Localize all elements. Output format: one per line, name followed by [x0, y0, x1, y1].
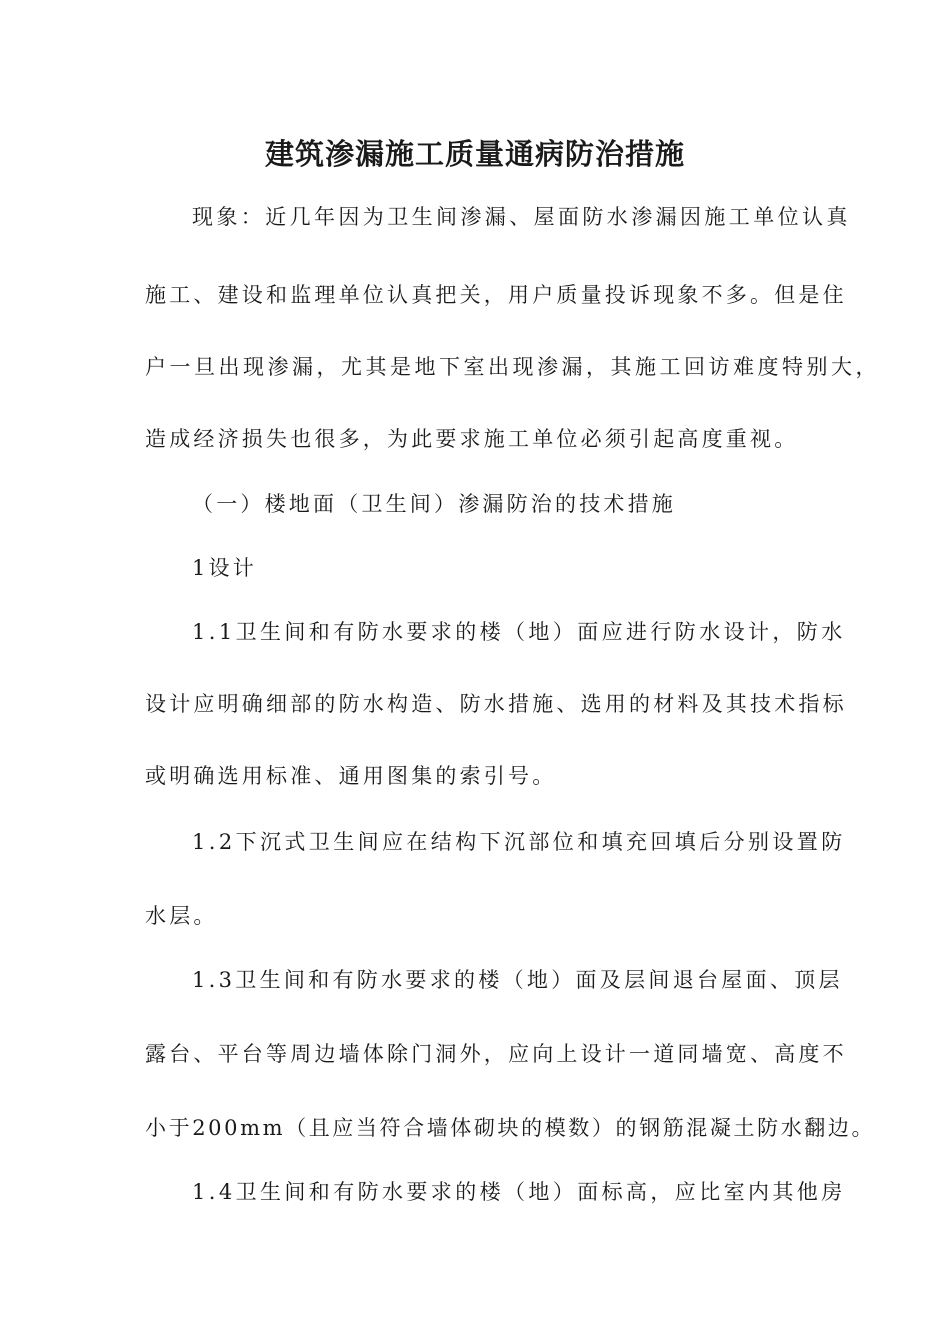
paragraph-line: 设计应明确细部的防水构造、防水措施、选用的材料及其技术指标 [145, 692, 847, 716]
paragraph-line: 户一旦出现渗漏，尤其是地下室出现渗漏，其施工回访难度特别大， [145, 355, 880, 379]
paragraph-line: 1.1卫生间和有防水要求的楼（地）面应进行防水设计，防水 [192, 620, 846, 644]
paragraph-line: 露台、平台等周边墙体除门洞外，应向上设计一道同墙宽、高度不 [145, 1042, 847, 1066]
paragraph-line: 1.2下沉式卫生间应在结构下沉部位和填充回填后分别设置防 [192, 830, 846, 854]
paragraph-line: 1.3卫生间和有防水要求的楼（地）面及层间退台屋面、顶层 [192, 968, 843, 992]
paragraph-line: 或明确选用标准、通用图集的索引号。 [145, 764, 557, 788]
paragraph-line: 水层。 [145, 904, 218, 928]
paragraph-line: 施工、建设和监理单位认真把关，用户质量投诉现象不多。但是住 [145, 283, 847, 307]
paragraph-line: 小于200mm（且应当符合墙体砌块的模数）的钢筋混凝土防水翻边。 [145, 1116, 876, 1140]
subsection-heading: 1设计 [192, 556, 257, 580]
paragraph-line: 造成经济损失也很多，为此要求施工单位必须引起高度重视。 [145, 427, 799, 451]
section-heading: （一）楼地面（卫生间）渗漏防治的技术措施 [192, 492, 676, 516]
document-title: 建筑渗漏施工质量通病防治措施 [264, 137, 685, 171]
paragraph-line: 现象：近几年因为卫生间渗漏、屋面防水渗漏因施工单位认真 [192, 205, 851, 229]
paragraph-line: 1.4卫生间和有防水要求的楼（地）面标高，应比室内其他房 [192, 1180, 846, 1204]
